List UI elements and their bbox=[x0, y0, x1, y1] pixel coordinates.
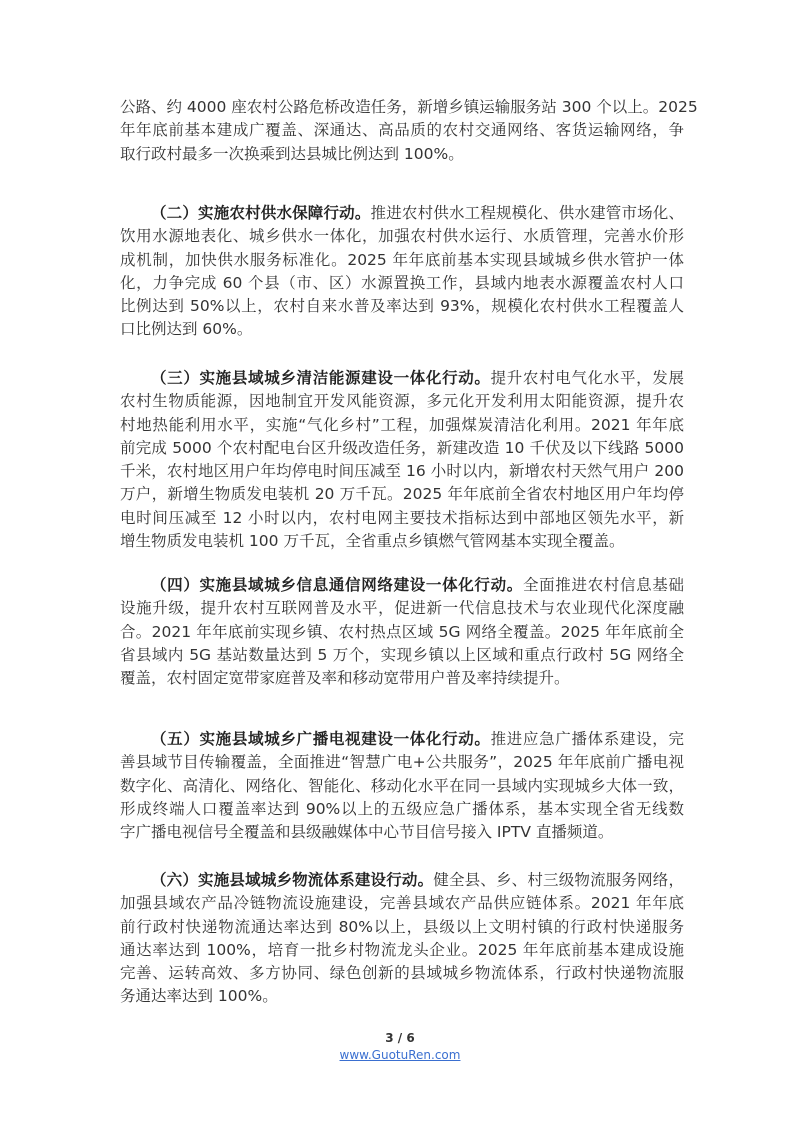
line-text: 村地热能利用水平，实施“气化乡村”工程，加强煤炭清洁化利用。2021 年年底 bbox=[120, 415, 684, 434]
line-text: 取行政村最多一次换乘到达县城比例达到 100%。 bbox=[120, 144, 464, 163]
text-line bbox=[120, 962, 684, 985]
page-number: 3 / 6 bbox=[385, 1031, 415, 1045]
text-line bbox=[120, 295, 684, 318]
text-line bbox=[120, 202, 684, 225]
text-line bbox=[120, 390, 684, 413]
text-line bbox=[120, 798, 684, 821]
line-text: 推进应急广播体系建设，完 bbox=[490, 730, 684, 748]
section-heading: （三）实施县域城乡清洁能源建设一体化行动。 bbox=[151, 369, 491, 387]
paragraph-transport-continued bbox=[120, 96, 698, 166]
paragraph-clean-energy bbox=[120, 367, 684, 553]
line-text: 提升农村电气化水平，发展 bbox=[490, 369, 684, 387]
text-line bbox=[120, 985, 684, 1008]
paragraph-information-network bbox=[120, 574, 684, 690]
text-line bbox=[120, 249, 684, 272]
line-text: 通达率达到 100%，培育一批乡村物流龙头企业。2025 年年底前基本建成设施 bbox=[120, 940, 684, 959]
line-text: 设施升级，提升农村互联网普及水平，促进新一代信息技术与农业现代化深度融 bbox=[120, 599, 684, 618]
line-text: 省县域内 5G 基站数量达到 5 万个，实现乡镇以上区域和重点行政村 5G 网络全 bbox=[120, 645, 684, 664]
line-text: 成机制，加快供水服务标准化。2025 年年底前基本实现县域城乡供水管护一体 bbox=[120, 250, 684, 269]
line-text: 年年底前基本建成广覆盖、深通达、高品质的农村交通网络、客货运输网络，争 bbox=[120, 121, 684, 140]
line-text: 万户，新增生物质发电装机 20 万千瓦。2025 年年底前全省农村地区用户年均停 bbox=[120, 485, 684, 504]
line-text: 化，力争完成 60 个县（市、区）水源置换工作，县域内地表水源覆盖农村人口 bbox=[120, 273, 684, 292]
line-text: 健全县、乡、村三级物流服务网络， bbox=[433, 871, 684, 889]
line-text: 形成终端人口覆盖率达到 90%以上的五级应急广播体系，基本实现全省无线数 bbox=[120, 799, 684, 818]
line-text: 口比例达到 60%。 bbox=[120, 320, 253, 339]
text-line bbox=[120, 775, 684, 798]
text-line bbox=[120, 414, 684, 437]
text-line bbox=[120, 728, 684, 751]
text-line bbox=[120, 143, 684, 166]
text-line bbox=[120, 119, 684, 142]
line-text: 字广播电视信号全覆盖和县级融媒体中心节目信号接入 IPTV 直播频道。 bbox=[120, 823, 614, 842]
text-line bbox=[120, 751, 684, 774]
line-text: 农村生物质能源，因地制宜开发风能资源，多元化开发利用太阳能资源，提升农 bbox=[120, 392, 684, 411]
text-line bbox=[120, 460, 684, 483]
line-text: 推进农村供水工程规模化、供水建管市场化、 bbox=[370, 204, 684, 222]
section-heading: （二）实施农村供水保障行动。 bbox=[151, 204, 371, 222]
text-line bbox=[120, 821, 684, 844]
line-text: 善县域节目传输覆盖，全面推进“智慧广电+公共服务”，2025 年年底前广播电视 bbox=[120, 753, 684, 772]
text-line bbox=[120, 916, 684, 939]
line-text: 比例达到 50%以上，农村自来水普及率达到 93%，规模化农村供水工程覆盖人 bbox=[120, 297, 684, 316]
line-text: 前行政村快递物流通达率达到 80%以上，县级以上文明村镇的行政村快递服务 bbox=[120, 917, 684, 936]
text-line bbox=[120, 597, 684, 620]
line-text: 完善、运转高效、多方协同、绿色创新的县域城乡物流体系，行政村快递物流服 bbox=[120, 964, 684, 983]
text-line bbox=[120, 96, 698, 119]
paragraph-broadcast-tv bbox=[120, 728, 684, 844]
text-line bbox=[120, 272, 684, 295]
section-heading: （四）实施县域城乡信息通信网络建设一体化行动。 bbox=[151, 576, 523, 594]
line-text: 务通达率达到 100%。 bbox=[120, 987, 278, 1006]
line-text: 饮用水源地表化、城乡供水一体化，加强农村供水运行、水质管理，完善水价形 bbox=[120, 227, 684, 246]
line-text: 千米，农村地区用户年均停电时间压减至 16 小时以内，新增农村天然气用户 200 bbox=[120, 462, 684, 481]
text-line bbox=[120, 225, 684, 248]
website-link[interactable]: www.GuotuRen.com bbox=[339, 1048, 461, 1062]
text-line bbox=[120, 869, 684, 892]
line-text: 前完成 5000 个农村配电台区升级改造任务，新建改造 10 千伏及以下线路 5000 bbox=[120, 438, 684, 457]
section-heading: （五）实施县域城乡广播电视建设一体化行动。 bbox=[151, 730, 491, 748]
text-line bbox=[120, 939, 684, 962]
line-text: 公路、约 4000 座农村公路危桥改造任务，新增乡镇运输服务站 300 个以上。2025 bbox=[120, 98, 698, 116]
text-line bbox=[120, 667, 684, 690]
line-text: 覆盖，农村固定宽带家庭普及率和移动宽带用户普及率持续提升。 bbox=[120, 669, 570, 688]
line-text: 电时间压减至 12 小时以内，农村电网主要技术指标达到中部地区领先水平，新 bbox=[120, 508, 684, 527]
line-text: 加强县域农产品冷链物流设施建设，完善县域农产品供应链体系。2021 年年底 bbox=[120, 894, 684, 913]
line-text: 增生物质发电装机 100 万千瓦，全省重点乡镇燃气管网基本实现全覆盖。 bbox=[120, 532, 625, 551]
text-line bbox=[120, 621, 684, 644]
text-line bbox=[120, 318, 684, 341]
text-line bbox=[120, 483, 684, 506]
text-line bbox=[120, 437, 684, 460]
line-text: 合。2021 年年底前实现乡镇、农村热点区域 5G 网络全覆盖。2025 年年底前全 bbox=[120, 622, 684, 641]
line-text: 数字化、高清化、网络化、智能化、移动化水平在同一县域内实现城乡大体一致， bbox=[120, 776, 684, 795]
paragraph-water-supply bbox=[120, 202, 684, 342]
line-text: 全面推进农村信息基础 bbox=[522, 576, 684, 594]
section-heading: （六）实施县域城乡物流体系建设行动。 bbox=[151, 871, 434, 889]
text-line bbox=[120, 507, 684, 530]
text-line bbox=[120, 892, 684, 915]
paragraph-logistics bbox=[120, 869, 684, 1009]
text-line bbox=[120, 530, 684, 553]
text-line bbox=[120, 644, 684, 667]
text-line bbox=[120, 367, 684, 390]
text-line bbox=[120, 574, 684, 597]
